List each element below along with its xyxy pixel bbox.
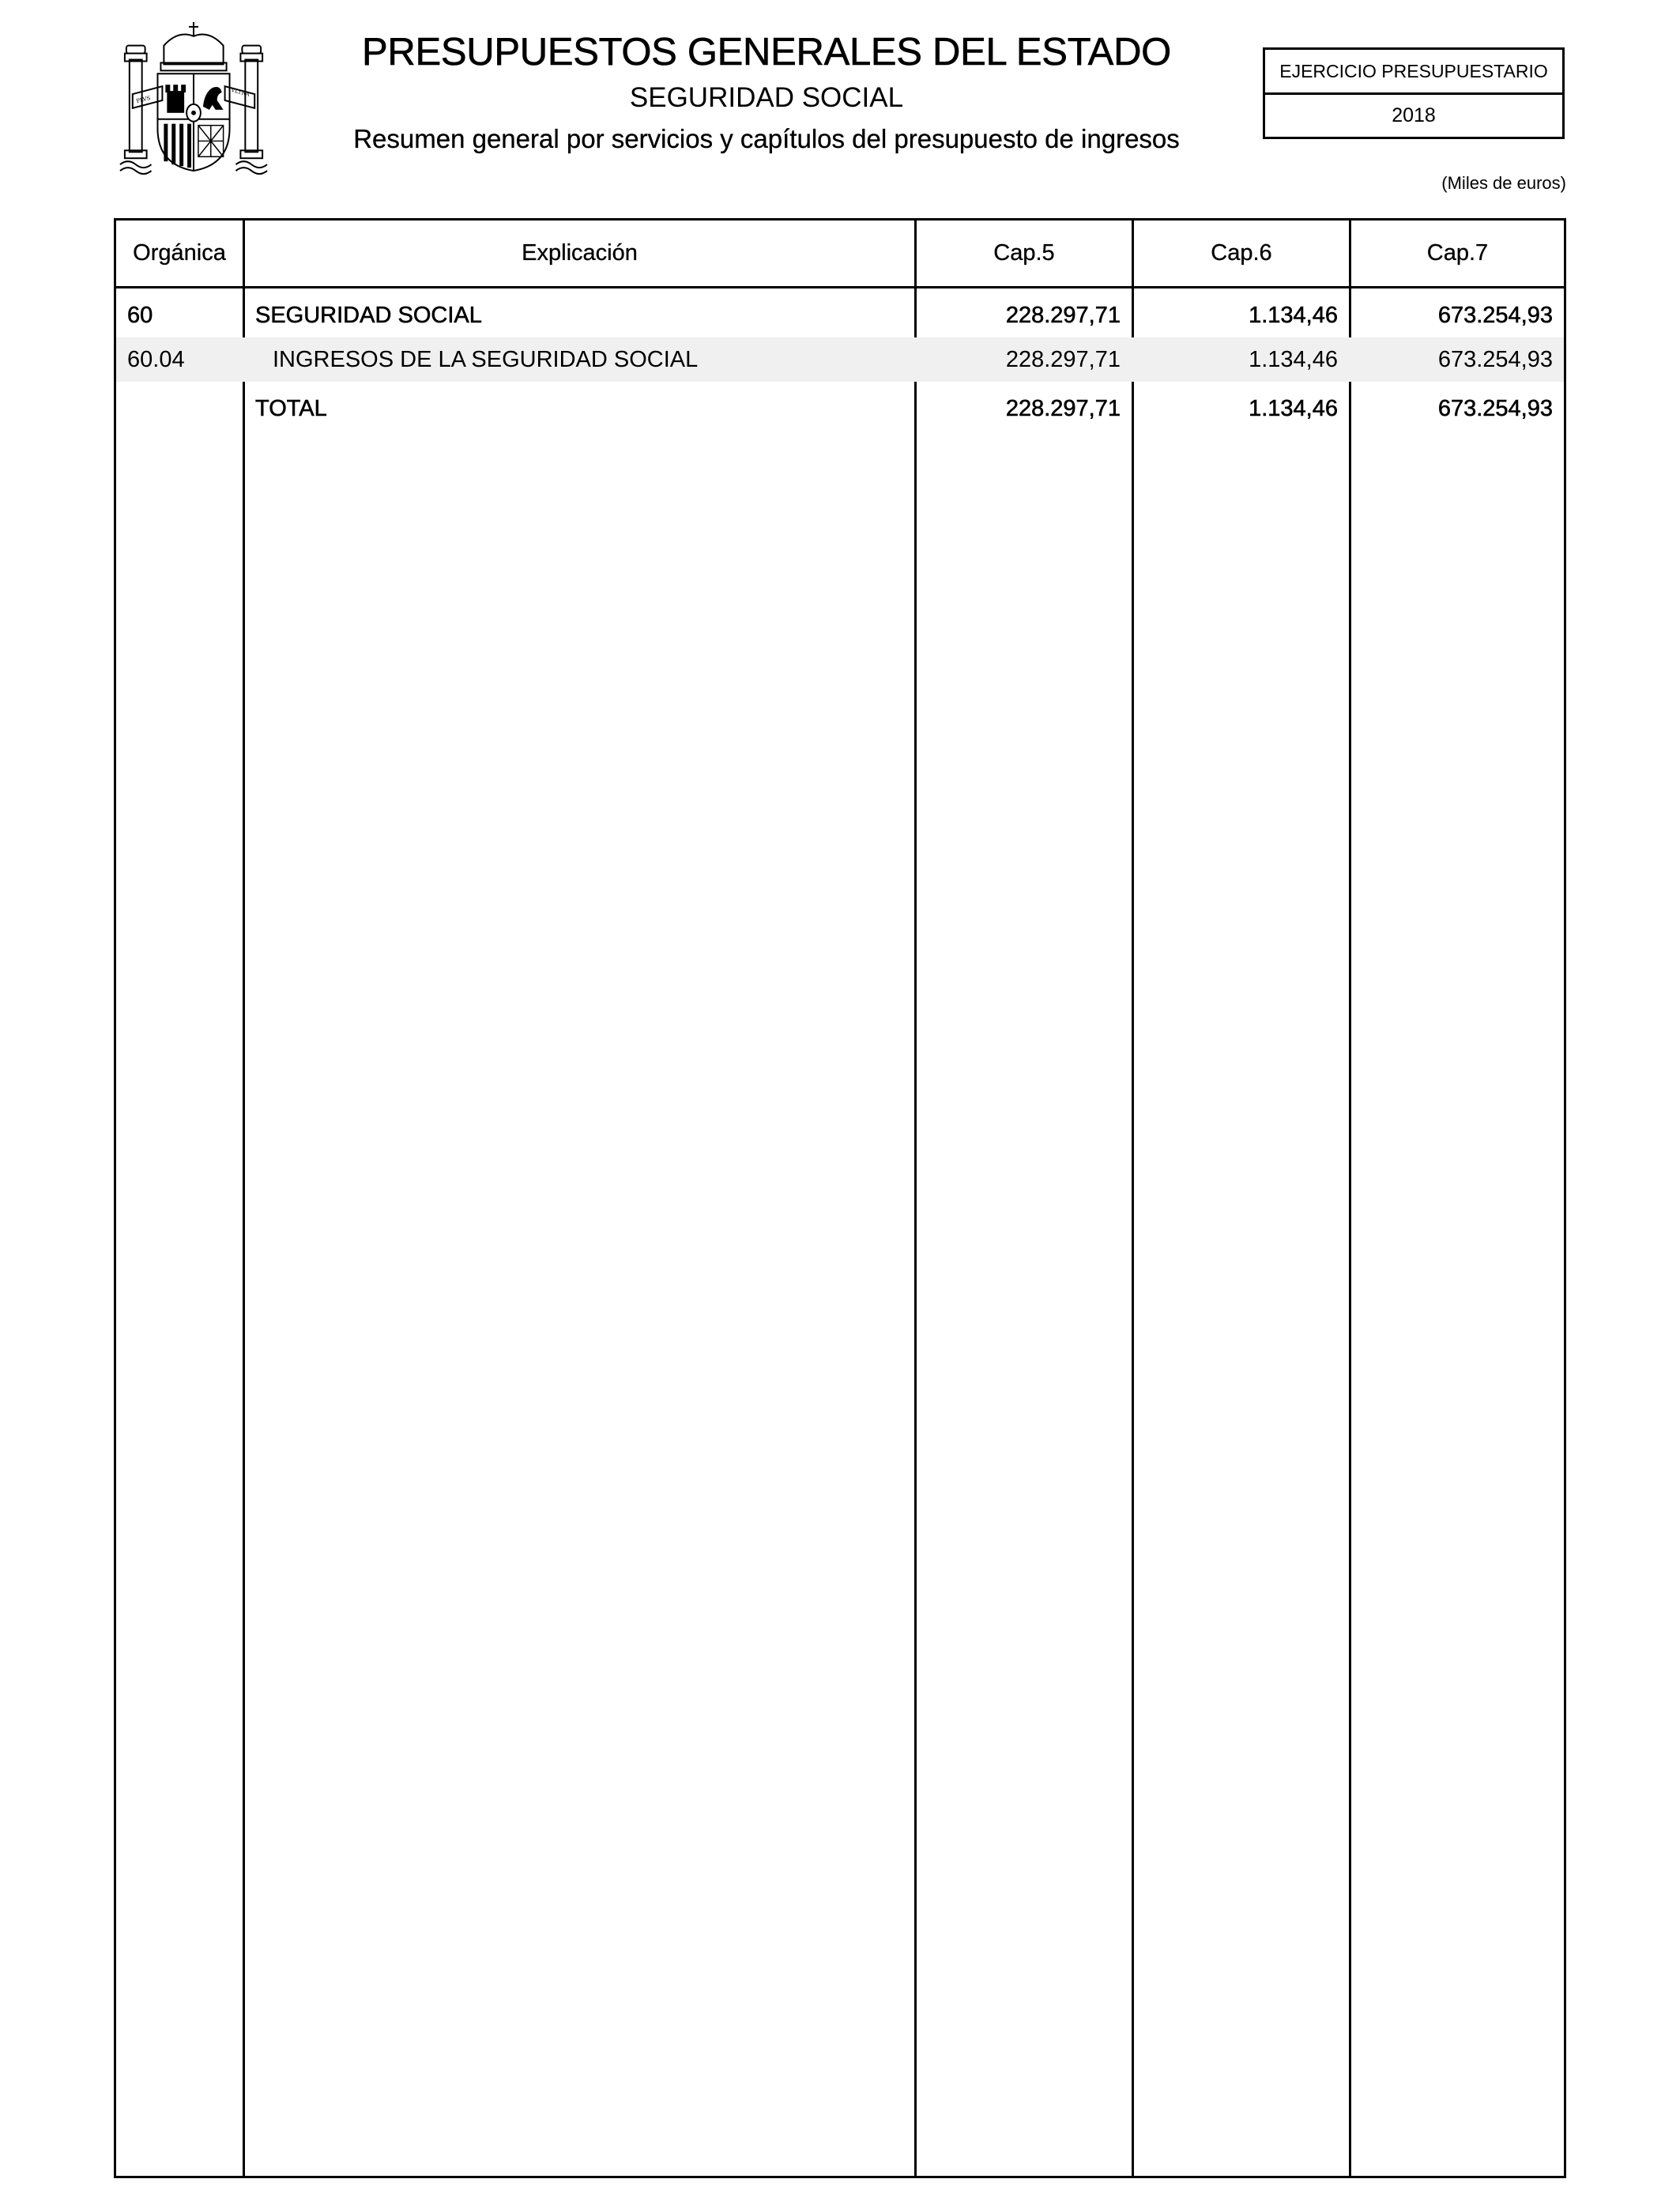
row-code: 60.04 [127, 346, 185, 372]
row-explanation: SEGURIDAD SOCIAL [255, 302, 482, 328]
row-cap6: 1.134,46 [1249, 302, 1338, 328]
table-header-row [116, 221, 1564, 288]
column-header-organica: Orgánica [133, 240, 226, 266]
title-block [300, 28, 1233, 156]
table-total-row [116, 386, 1564, 431]
table-row [116, 337, 1564, 382]
row-code: 60 [127, 302, 153, 328]
budget-table [114, 218, 1566, 2178]
page-subtitle: SEGURIDAD SOCIAL [629, 82, 904, 113]
column-header-cap5: Cap.5 [993, 240, 1055, 266]
row-cap5: 228.297,71 [1005, 346, 1121, 372]
row-cap7: 673.254,93 [1437, 302, 1553, 328]
column-divider [1349, 221, 1351, 2176]
row-cap6: 1.134,46 [1249, 395, 1338, 421]
column-divider [243, 221, 245, 2176]
column-header-cap7: Cap.7 [1426, 240, 1489, 266]
row-cap5: 228.297,71 [1005, 302, 1121, 328]
svg-text:PLVS: PLVS [135, 94, 152, 105]
page-title: PRESUPUESTOS GENERALES DEL ESTADO [362, 31, 1171, 74]
row-cap7: 673.254,93 [1437, 395, 1553, 421]
column-divider [914, 221, 917, 2176]
fiscal-year-value: 2018 [1392, 104, 1436, 126]
row-cap5: 228.297,71 [1005, 395, 1121, 421]
column-header-explicacion: Explicación [522, 240, 638, 266]
coat-of-arms-emblem [115, 19, 272, 175]
units-note: (Miles de euros) [1441, 173, 1566, 193]
row-cap6: 1.134,46 [1249, 346, 1338, 372]
column-header-cap6: Cap.6 [1211, 240, 1272, 266]
table-row [116, 293, 1564, 337]
column-divider [1132, 221, 1134, 2176]
page-description: Resumen general por servicios y capítulos del presupuesto de ingresos [353, 124, 1180, 153]
row-explanation: TOTAL [255, 395, 327, 421]
row-cap7: 673.254,93 [1437, 346, 1553, 372]
svg-text:VLTRA: VLTRA [230, 86, 250, 98]
fiscal-year-box [1263, 47, 1565, 139]
fiscal-year-label: EJERCICIO PRESUPUESTARIO [1265, 50, 1562, 95]
row-explanation: INGRESOS DE LA SEGURIDAD SOCIAL [273, 346, 699, 372]
